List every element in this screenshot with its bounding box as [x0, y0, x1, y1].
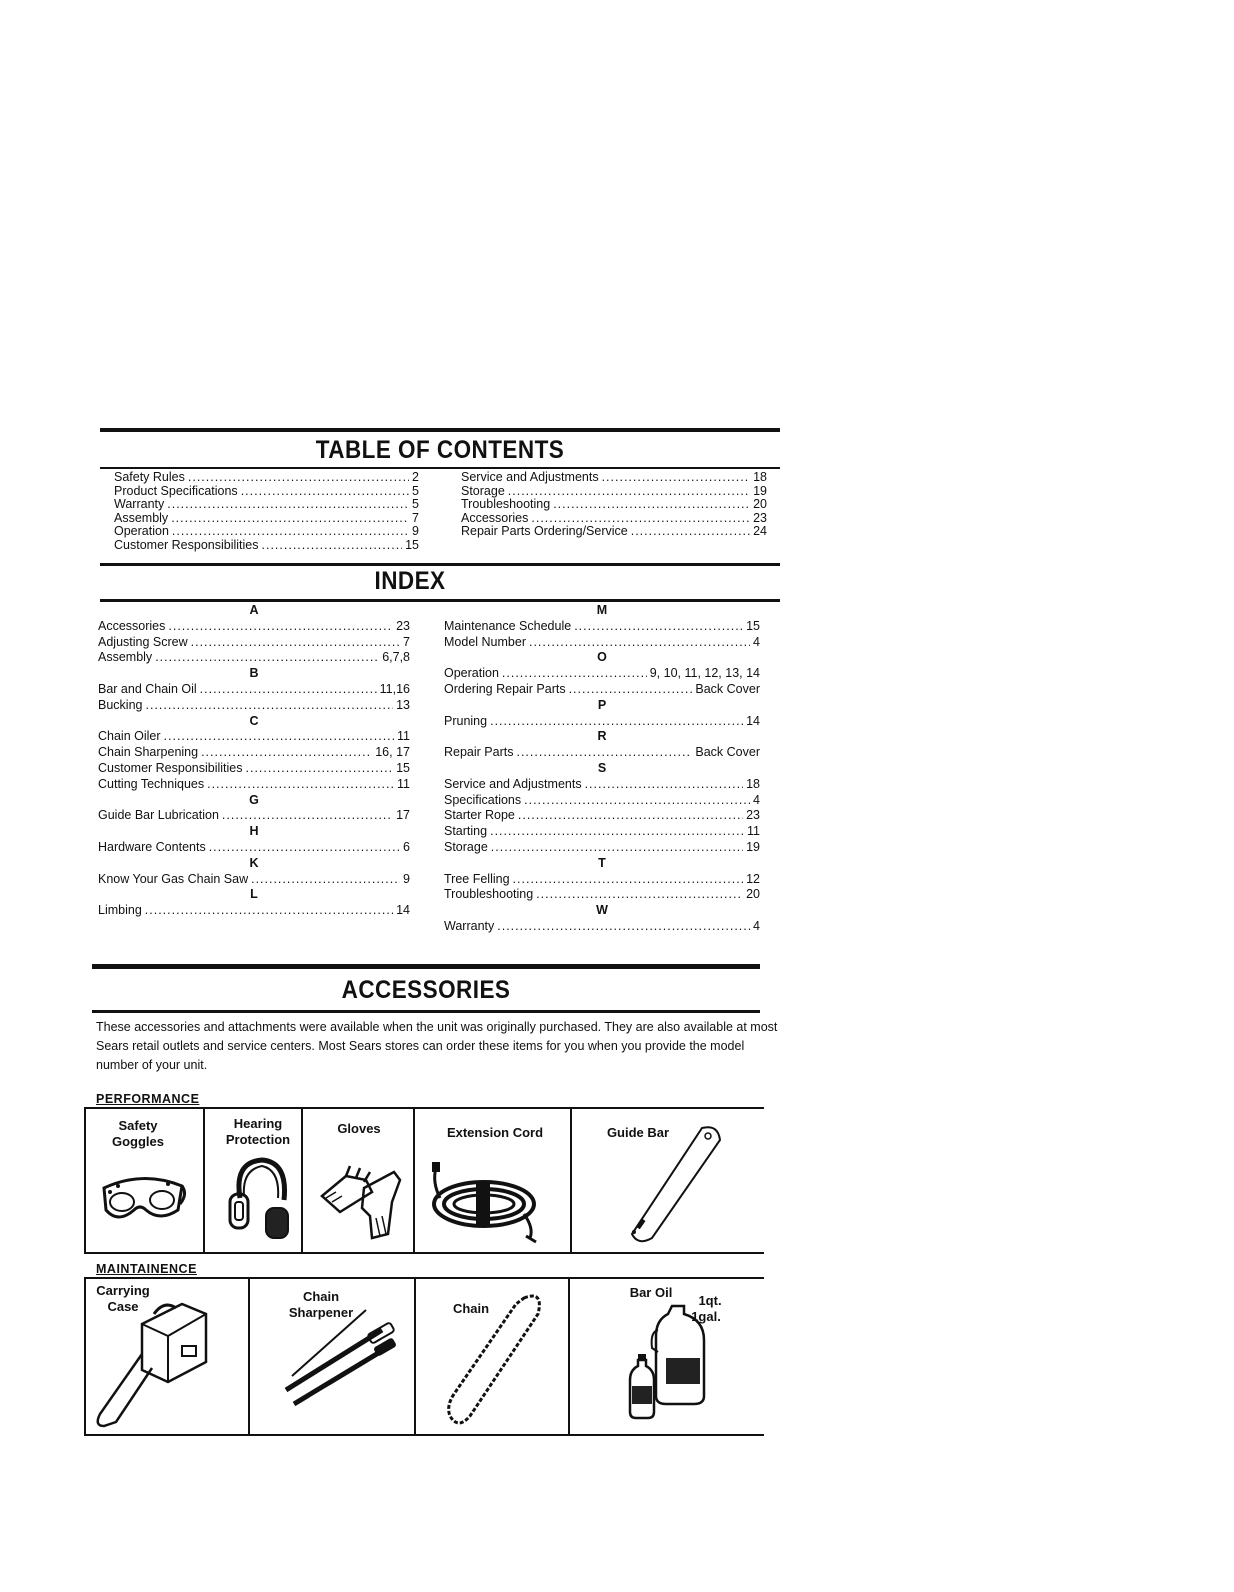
- index-entry-page: 11: [397, 729, 410, 744]
- toc-entry: [114, 498, 419, 512]
- dot-leader: [171, 512, 409, 526]
- index-entry-label: Model Number: [444, 634, 526, 649]
- toc-entry-page: 5: [412, 483, 419, 498]
- index-entry-page: 23: [396, 618, 410, 633]
- toc-entry-page: 2: [412, 470, 419, 484]
- index-entry-label: Ordering Repair Parts: [444, 681, 566, 696]
- index-entry: [444, 745, 760, 761]
- index-entry: [98, 729, 410, 745]
- dot-leader: [145, 698, 393, 714]
- maintenance-heading: MAINTAINENCE: [96, 1262, 197, 1276]
- index-entry-label: Accessories: [98, 618, 166, 633]
- index-entry: [98, 650, 410, 666]
- index-entry-label: Warranty: [444, 918, 495, 933]
- index-entry-page: 6: [403, 839, 410, 854]
- maintenance-left-line: [84, 1277, 86, 1436]
- performance-divider-1: [203, 1107, 205, 1254]
- toc-entry-page: 7: [412, 510, 419, 525]
- dot-leader: [188, 471, 409, 485]
- dot-leader: [491, 840, 743, 856]
- dot-leader: [490, 824, 744, 840]
- index-entry-page: 11: [747, 824, 760, 839]
- toc-entry-label: Warranty: [114, 497, 165, 511]
- index-entry-label: Repair Parts: [444, 745, 514, 760]
- toc-entry-page: 5: [412, 497, 419, 511]
- dot-leader: [569, 682, 693, 698]
- index-entry-page: 11,16: [379, 681, 410, 696]
- toc-entry: [461, 512, 767, 526]
- dot-leader: [585, 777, 744, 793]
- dot-leader: [167, 498, 409, 512]
- toc-entry: [461, 525, 767, 539]
- maintenance-divider-2: [414, 1277, 416, 1436]
- extension-cord-label: Extension Cord: [446, 1125, 544, 1140]
- toc-entry-label: Product Specifications: [114, 483, 238, 498]
- carrying-case-label: Carrying Case: [96, 1283, 150, 1314]
- index-letter-heading: O: [597, 650, 607, 665]
- accessories-top-rule: [92, 964, 760, 969]
- toc-entry-page: 18: [753, 470, 767, 484]
- performance-heading: PERFORMANCE: [96, 1092, 200, 1106]
- index-letter-heading: R: [597, 729, 607, 744]
- dot-leader: [531, 512, 750, 526]
- index-entry-page: 16, 17: [375, 745, 410, 760]
- index-entry-page: 4: [753, 918, 760, 933]
- dot-leader: [497, 919, 750, 935]
- index-entry-label: Starter Rope: [444, 808, 515, 823]
- toc-entry-label: Repair Parts Ordering/Service: [461, 524, 628, 538]
- index-right-column: [444, 603, 760, 935]
- toc-entry: [461, 498, 767, 512]
- index-entry: [444, 714, 760, 730]
- dot-leader: [553, 498, 750, 512]
- index-entry: [98, 840, 410, 856]
- toc-left-column: [114, 471, 419, 552]
- dot-leader: [207, 777, 394, 793]
- index-entry-label: Service and Adjustments: [444, 776, 582, 791]
- index-entry-label: Maintenance Schedule: [444, 618, 572, 633]
- index-letter-heading: P: [597, 697, 607, 712]
- extension-cord-icon: [426, 1158, 546, 1248]
- oil-bottles-icon: [628, 1300, 708, 1420]
- index-entry-label: Pruning: [444, 713, 488, 728]
- dot-leader: [508, 485, 750, 499]
- index-entry-label: Tree Felling: [444, 871, 510, 886]
- dot-leader: [145, 903, 393, 919]
- index-entry: [444, 777, 760, 793]
- index-entry-page: 14: [396, 903, 410, 918]
- chain-loop-icon: [440, 1290, 550, 1430]
- index-entry-label: Operation: [444, 666, 499, 681]
- index-entry: [98, 777, 410, 793]
- dot-leader: [536, 887, 743, 903]
- chain-label: Chain: [452, 1301, 490, 1316]
- dot-leader: [155, 650, 379, 666]
- index-entry-page: 17: [396, 808, 410, 823]
- toc-title: TABLE OF CONTENTS: [315, 436, 565, 464]
- toc-entry: [114, 525, 419, 539]
- performance-divider-2: [301, 1107, 303, 1254]
- dot-leader: [262, 539, 403, 553]
- index-entry-label: Customer Responsibilities: [98, 760, 243, 775]
- index-entry: [444, 919, 760, 935]
- index-entry-page: 11: [397, 776, 410, 791]
- dot-leader: [631, 525, 750, 539]
- index-entry-page: 9: [403, 871, 410, 886]
- dot-leader: [518, 808, 743, 824]
- index-entry-label: Limbing: [98, 903, 142, 918]
- dot-leader: [201, 745, 372, 761]
- accessories-intro: These accessories and attachments were available when the unit was originally purchased. They are also available at most Sears retail outlets and service centers. Most Sears stores can order these items for you when you provide the model number of your unit.: [96, 1020, 778, 1072]
- index-entry-label: Chain Oiler: [98, 729, 161, 744]
- index-entry-page: 20: [746, 887, 760, 902]
- dot-leader: [602, 471, 751, 485]
- dot-leader: [172, 525, 409, 539]
- toc-mid-rule: [100, 467, 780, 469]
- safety-goggles-label: Safety Goggles: [111, 1118, 164, 1149]
- index-entry: [98, 903, 410, 919]
- dot-leader: [251, 872, 400, 888]
- index-entry-page: 7: [403, 634, 410, 649]
- performance-bottom-line: [84, 1252, 764, 1254]
- index-entry-page: 14: [746, 713, 760, 728]
- index-letter-heading: G: [249, 792, 259, 807]
- performance-divider-3: [413, 1107, 415, 1254]
- index-entry-page: 6,7,8: [382, 650, 410, 665]
- chain-sharpener-label: Chain Sharpener: [288, 1289, 354, 1320]
- index-entry-page: Back Cover: [695, 681, 760, 696]
- toc-entry-label: Safety Rules: [114, 470, 185, 484]
- index-entry: [444, 793, 760, 809]
- index-entry: [98, 761, 410, 777]
- chain-sharpener-icon: [282, 1306, 402, 1416]
- index-title: INDEX: [374, 567, 446, 595]
- dot-leader: [524, 793, 750, 809]
- index-entry-label: Specifications: [444, 792, 522, 807]
- index-entry-label: Bar and Chain Oil: [98, 681, 197, 696]
- index-entry-page: 4: [753, 792, 760, 807]
- index-entry-page: 19: [746, 839, 760, 854]
- dot-leader: [209, 840, 400, 856]
- index-entry-label: Starting: [444, 824, 488, 839]
- index-entry: [98, 698, 410, 714]
- index-letter-heading: L: [250, 887, 258, 902]
- guide-bar-icon: [618, 1122, 728, 1248]
- index-entry-label: Cutting Techniques: [98, 776, 205, 791]
- index-entry: [444, 824, 760, 840]
- toc-entry-label: Troubleshooting: [461, 497, 551, 511]
- index-entry-label: Troubleshooting: [444, 887, 534, 902]
- dot-leader: [164, 729, 394, 745]
- toc-entry-page: 19: [753, 483, 767, 498]
- dot-leader: [200, 682, 377, 698]
- index-left-column: [98, 603, 410, 919]
- toc-entry-label: Assembly: [114, 510, 169, 525]
- index-entry-label: Assembly: [98, 650, 153, 665]
- toc-entry-page: 9: [412, 524, 419, 538]
- index-entry-label: Hardware Contents: [98, 839, 206, 854]
- toc-entry-label: Service and Adjustments: [461, 470, 599, 484]
- index-letter-heading: S: [597, 760, 607, 775]
- safety-goggles-icon: [98, 1170, 188, 1230]
- maintenance-divider-1: [248, 1277, 250, 1436]
- index-letter-heading: T: [598, 855, 606, 870]
- index-mid-rule: [100, 599, 780, 602]
- index-letter-heading: W: [596, 903, 608, 918]
- dot-leader: [168, 619, 393, 635]
- index-entry-label: Bucking: [98, 697, 143, 712]
- index-entry: [98, 808, 410, 824]
- index-entry-page: 15: [396, 760, 410, 775]
- index-entry: [444, 619, 760, 635]
- dot-leader: [222, 808, 393, 824]
- guide-bar-label: Guide Bar: [606, 1125, 670, 1140]
- index-entry: [444, 666, 760, 682]
- maintenance-divider-3: [568, 1277, 570, 1436]
- toc-entry-label: Customer Responsibilities: [114, 537, 259, 552]
- index-entry: [444, 635, 760, 651]
- dot-leader: [529, 635, 750, 651]
- dot-leader: [241, 485, 409, 499]
- performance-divider-4: [570, 1107, 572, 1254]
- index-letter-heading: A: [249, 603, 259, 617]
- toc-entry: [461, 471, 767, 485]
- index-entry: [98, 872, 410, 888]
- dot-leader: [490, 714, 743, 730]
- toc-entry: [114, 539, 419, 553]
- index-entry: [444, 872, 760, 888]
- index-entry-page: 12: [746, 871, 760, 886]
- toc-entry-label: Accessories: [461, 510, 529, 525]
- index-letter-heading: H: [249, 824, 259, 839]
- gloves-label: Gloves: [337, 1121, 381, 1136]
- index-entry-page: 4: [753, 634, 760, 649]
- dot-leader: [516, 745, 692, 761]
- toc-entry-page: 15: [405, 537, 419, 552]
- gloves-icon: [316, 1158, 406, 1242]
- toc-entry-page: 23: [753, 510, 767, 525]
- dot-leader: [513, 872, 744, 888]
- index-entry-page: Back Cover: [695, 745, 760, 760]
- dot-leader: [246, 761, 394, 777]
- index-entry-page: 15: [746, 618, 760, 633]
- carrying-case-icon: [90, 1296, 220, 1432]
- dot-leader: [574, 619, 743, 635]
- accessories-title: ACCESSORIES: [341, 976, 511, 1004]
- accessories-bottom-rule: [92, 1010, 760, 1013]
- index-entry-label: Adjusting Screw: [98, 634, 188, 649]
- bar-oil-size-quart: 1qt.: [698, 1293, 722, 1308]
- index-entry: [444, 840, 760, 856]
- dot-leader: [502, 666, 647, 682]
- index-entry-page: 13: [396, 697, 410, 712]
- index-entry-label: Guide Bar Lubrication: [98, 808, 219, 823]
- toc-entry: [114, 512, 419, 526]
- index-entry: [444, 887, 760, 903]
- index-entry: [98, 635, 410, 651]
- toc-entry-page: 24: [753, 524, 767, 538]
- bar-oil-label: Bar Oil: [629, 1285, 673, 1300]
- index-entry-label: Chain Sharpening: [98, 745, 199, 760]
- index-entry-page: 23: [746, 808, 760, 823]
- index-entry-page: 18: [746, 776, 760, 791]
- performance-left-line: [84, 1107, 86, 1254]
- index-top-rule: [100, 563, 780, 566]
- ear-muffs-icon: [226, 1156, 296, 1244]
- index-letter-heading: B: [249, 666, 259, 681]
- index-entry: [98, 682, 410, 698]
- index-letter-heading: C: [249, 713, 259, 728]
- toc-entry-label: Operation: [114, 524, 169, 538]
- index-entry: [444, 808, 760, 824]
- index-entry-label: Storage: [444, 839, 488, 854]
- index-entry: [98, 745, 410, 761]
- index-letter-heading: M: [596, 603, 608, 617]
- index-entry: [444, 682, 760, 698]
- index-entry-label: Know Your Gas Chain Saw: [98, 871, 249, 886]
- index-entry: [98, 619, 410, 635]
- toc-top-rule: [100, 428, 780, 432]
- maintenance-bottom-line: [84, 1434, 764, 1436]
- bar-oil-size-gallon: 1gal.: [691, 1309, 721, 1324]
- dot-leader: [191, 635, 400, 651]
- toc-right-column: [461, 471, 767, 539]
- toc-entry-page: 20: [753, 497, 767, 511]
- toc-entry: [114, 471, 419, 485]
- performance-top-line: [84, 1107, 764, 1109]
- toc-entry: [114, 485, 419, 499]
- hearing-protection-label: Hearing Protection: [225, 1116, 291, 1147]
- maintenance-top-line: [84, 1277, 764, 1279]
- toc-entry: [461, 485, 767, 499]
- toc-entry-label: Storage: [461, 483, 505, 498]
- index-letter-heading: K: [249, 855, 259, 870]
- index-entry-page: 9, 10, 11, 12, 13, 14: [649, 666, 760, 681]
